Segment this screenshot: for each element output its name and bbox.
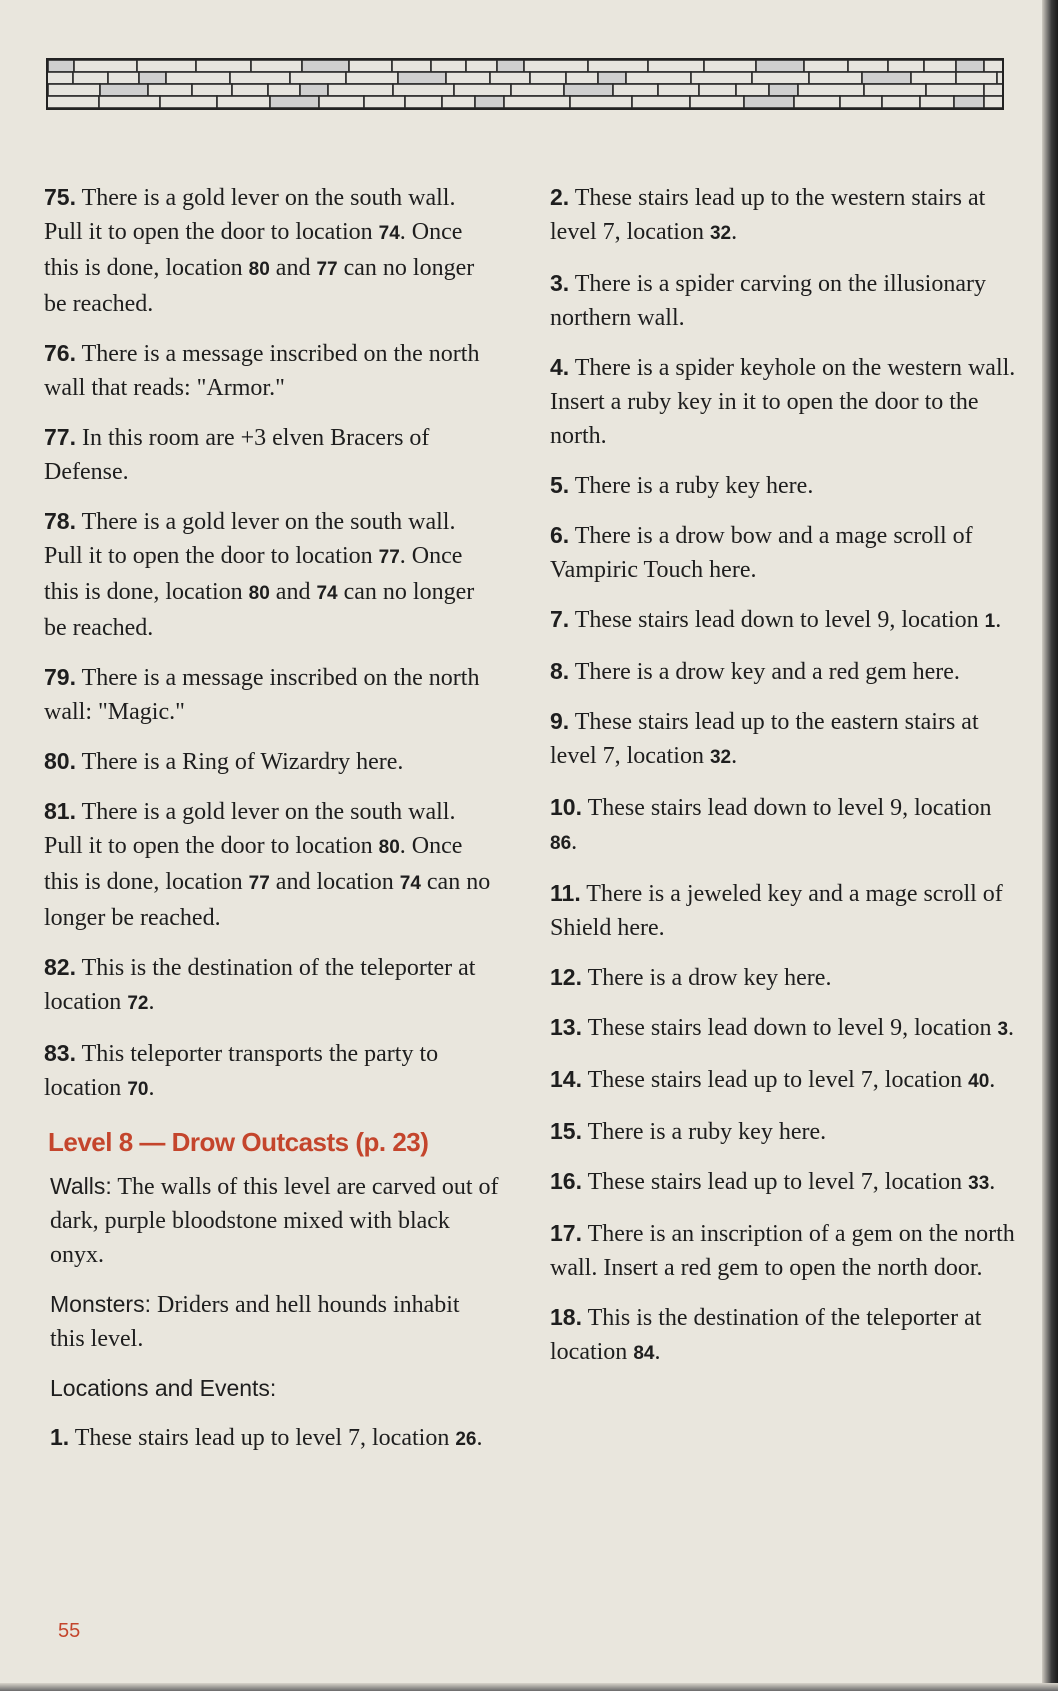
stone-brick (954, 96, 984, 108)
entry-number: 76. (44, 340, 76, 366)
entry-text: . (989, 1067, 996, 1093)
stone-brick (809, 72, 862, 84)
entry-text: . (148, 1075, 155, 1101)
entry-text: There is a gold lever on the south wall. Pull it to open the door to location (44, 185, 456, 245)
entry-text: . Once this is done, location (44, 219, 463, 281)
stone-brick (769, 84, 798, 96)
entry-number: 8. (550, 658, 570, 684)
stone-brick (392, 60, 431, 72)
location-reference: 32 (709, 747, 732, 768)
stone-brick (530, 72, 566, 84)
location-reference: 40 (968, 1071, 990, 1092)
entry-number: 80. (44, 748, 76, 774)
stone-brick (139, 72, 166, 84)
stone-brick (699, 84, 736, 96)
stone-brick (691, 72, 752, 84)
stone-brick (984, 96, 1002, 108)
stone-brick (346, 72, 398, 84)
location-reference: 77 (248, 873, 270, 894)
entry-text: can no longer be reached. (44, 255, 475, 317)
stone-brick (632, 96, 690, 108)
entry-text: . (1008, 1015, 1015, 1041)
location-entry (44, 794, 499, 935)
location-reference: 33 (968, 1173, 990, 1194)
stone-brick (794, 96, 840, 108)
entry-number: 77. (44, 424, 76, 450)
location-entry (44, 1036, 499, 1107)
stone-brick (393, 84, 454, 96)
stone-brick (490, 72, 530, 84)
stone-brick (405, 96, 442, 108)
stone-brick (564, 84, 613, 96)
location-entry (550, 266, 1020, 335)
entry-text: There is a drow key here. (587, 965, 832, 991)
stone-brick (475, 96, 504, 108)
entry-number: 7. (550, 606, 570, 632)
stone-brick (160, 96, 217, 108)
stone-brick (658, 84, 699, 96)
stone-brick (648, 60, 704, 72)
entry-text: These stairs lead up to the western stairs at level 7, location (550, 185, 986, 245)
stone-brick (736, 84, 769, 96)
entry-number: 2. (550, 184, 570, 210)
location-entry (550, 180, 1020, 251)
location-entry (550, 602, 1020, 639)
entry-number: 6. (550, 522, 570, 548)
stone-brick (997, 72, 1002, 84)
location-entry (550, 350, 1020, 453)
stone-brick (232, 84, 268, 96)
walls-paragraph (50, 1169, 499, 1272)
section-heading: Level 8 — Drow Outcasts (p. 23) (48, 1127, 429, 1157)
stone-brick (364, 96, 405, 108)
entry-text: . (989, 1169, 996, 1195)
entry-text: There is a ruby key here. (574, 473, 814, 499)
left-entry-list (44, 180, 499, 1107)
stone-brick (270, 96, 319, 108)
stone-brick (300, 84, 328, 96)
entry-number: 78. (44, 508, 76, 534)
location-entry (550, 876, 1020, 945)
entry-number: 9. (550, 708, 570, 734)
location-reference: 32 (709, 223, 732, 244)
stone-brick (840, 96, 882, 108)
page-bottom-edge (0, 1683, 1058, 1691)
stone-brick (268, 84, 300, 96)
location-entry (550, 1216, 1020, 1285)
location-reference: 74 (316, 583, 338, 604)
stone-brick (690, 96, 744, 108)
stone-brick (100, 84, 148, 96)
stone-brick (924, 60, 956, 72)
location-reference: 77 (316, 259, 338, 280)
entry-number: 1. (50, 1424, 70, 1450)
location-reference: 80 (248, 583, 270, 604)
location-reference: 84 (633, 1343, 655, 1364)
stone-brick (192, 84, 232, 96)
location-reference: 1 (984, 611, 996, 632)
entry-number: 75. (44, 184, 76, 210)
entry-text: This is the destination of the teleporter at location (44, 955, 476, 1015)
level-entry-list (50, 1420, 499, 1457)
location-entry (550, 960, 1020, 995)
entry-text: These stairs lead up to level 7, location (74, 1425, 456, 1451)
location-entry (550, 518, 1020, 587)
stone-brick (524, 60, 588, 72)
stone-brick (48, 60, 74, 72)
stone-brick (862, 72, 911, 84)
entry-text: There is a drow key and a red gem here. (574, 659, 960, 685)
stone-brick (956, 72, 997, 84)
entry-text: These stairs lead down to level 9, location (574, 607, 985, 633)
location-entry (44, 420, 499, 489)
entry-number: 12. (550, 964, 582, 990)
stone-brick (319, 96, 364, 108)
location-entry (550, 1300, 1020, 1371)
right-entry-list (550, 180, 1020, 1371)
stone-brick (99, 96, 160, 108)
entry-text: These stairs lead up to the eastern stairs at level 7, location (550, 709, 979, 769)
entry-number: 81. (44, 798, 76, 824)
entry-text: There is a jeweled key and a mage scroll of Shield here. (550, 881, 1003, 941)
entry-number: 10. (550, 794, 582, 820)
stone-brick (511, 84, 564, 96)
location-entry (550, 1164, 1020, 1201)
entry-text: These stairs lead up to level 7, location (587, 1169, 969, 1195)
stone-brick (798, 84, 864, 96)
location-entry (550, 704, 1020, 775)
entry-text: . (571, 829, 578, 855)
stone-brick (431, 60, 466, 72)
stone-brick (848, 60, 888, 72)
location-entry (550, 468, 1020, 503)
stone-brick (166, 72, 230, 84)
left-column (44, 180, 499, 1472)
location-entry (550, 1010, 1020, 1047)
stone-brick (888, 60, 924, 72)
page-edge-shadow (1042, 0, 1058, 1691)
entry-number: 17. (550, 1220, 582, 1246)
stone-brick (196, 60, 251, 72)
entry-text: and location (269, 869, 400, 895)
entry-number: 5. (550, 472, 570, 498)
stone-brick (454, 84, 511, 96)
location-entry (550, 1062, 1020, 1099)
entry-text: These stairs lead down to level 9, location (587, 795, 992, 821)
decorative-stone-border (46, 58, 1004, 110)
stone-brick (911, 72, 956, 84)
stone-brick (744, 96, 794, 108)
entry-number: 79. (44, 664, 76, 690)
stone-brick (598, 72, 626, 84)
stone-brick (137, 60, 196, 72)
stone-brick (251, 60, 302, 72)
stone-brick (626, 72, 691, 84)
location-entry (550, 654, 1020, 689)
location-entry (44, 180, 499, 321)
monsters-text: Driders and hell hounds inhabit this level. (50, 1292, 460, 1352)
location-entry (44, 950, 499, 1021)
stone-brick (497, 60, 524, 72)
location-entry (50, 1420, 499, 1457)
right-column (550, 180, 1020, 1386)
location-reference: 70 (127, 1079, 149, 1100)
monsters-label: Monsters: (50, 1291, 151, 1317)
stone-brick (48, 72, 73, 84)
entry-text: This teleporter transports the party to location (44, 1041, 439, 1101)
entry-text: There is a message inscribed on the north wall that reads: "Armor." (44, 341, 480, 401)
stone-brick (864, 84, 926, 96)
entry-text: There is a gold lever on the south wall. Pull it to open the door to location (44, 799, 456, 859)
stone-brick (984, 60, 1002, 72)
stone-brick (217, 96, 270, 108)
entry-text: These stairs lead up to level 7, location (587, 1067, 969, 1093)
entry-text: This is the destination of the teleporter at location (550, 1305, 982, 1365)
location-reference: 80 (248, 259, 270, 280)
entry-text: There is a spider keyhole on the western wall. Insert a ruby key in it to open the door to the north. (550, 355, 1016, 449)
location-entry (44, 744, 499, 779)
entry-text: There is an inscription of a gem on the north wall. Insert a red gem to open the north door. (550, 1221, 1015, 1281)
page-number: 55 (58, 1620, 81, 1642)
entry-text: . (731, 743, 738, 769)
entry-text: . Once this is done, location (44, 833, 463, 895)
walls-label: Walls: (50, 1173, 112, 1199)
entry-number: 3. (550, 270, 570, 296)
entry-text: There is a spider carving on the illusionary northern wall. (550, 271, 986, 331)
location-reference: 86 (550, 833, 572, 854)
stone-brick (442, 96, 475, 108)
stone-brick (328, 84, 393, 96)
stone-brick (73, 72, 108, 84)
entry-text: can no longer be reached. (44, 579, 475, 641)
stone-brick (446, 72, 490, 84)
stone-brick (756, 60, 804, 72)
location-entry (44, 504, 499, 645)
stone-brick (148, 84, 192, 96)
entry-text: There is a drow bow and a mage scroll of Vampiric Touch here. (550, 523, 973, 583)
stone-brick (230, 72, 290, 84)
entry-number: 11. (550, 880, 581, 906)
entry-text: There is a gold lever on the south wall. Pull it to open the door to location (44, 509, 456, 569)
entry-text: and (269, 255, 317, 281)
location-reference: 77 (378, 547, 400, 568)
location-entry (550, 790, 1020, 861)
entry-text: There is a message inscribed on the north wall: "Magic." (44, 665, 480, 725)
stone-brick (570, 96, 632, 108)
stone-brick (74, 60, 137, 72)
entry-number: 13. (550, 1014, 582, 1040)
entry-number: 4. (550, 354, 570, 380)
stone-brick (108, 72, 139, 84)
stone-brick (290, 72, 346, 84)
location-entry (44, 336, 499, 405)
entry-text: can no longer be reached. (44, 869, 491, 931)
stone-brick (613, 84, 658, 96)
entry-text: . (731, 219, 738, 245)
stone-brick (302, 60, 349, 72)
stone-brick (804, 60, 848, 72)
stone-brick (956, 60, 984, 72)
stone-brick (48, 84, 100, 96)
entry-text: . (654, 1339, 661, 1365)
stone-brick (704, 60, 756, 72)
stone-brick (926, 84, 984, 96)
stone-brick (349, 60, 392, 72)
monsters-paragraph (50, 1287, 499, 1356)
location-entry (44, 660, 499, 729)
entry-number: 15. (550, 1118, 582, 1144)
entry-text: and (269, 579, 317, 605)
stone-brick (398, 72, 446, 84)
stone-brick (504, 96, 570, 108)
location-reference: 26 (455, 1429, 477, 1450)
entry-text: . (476, 1425, 483, 1451)
location-entry (550, 1114, 1020, 1149)
stone-brick (466, 60, 497, 72)
stone-brick (752, 72, 809, 84)
entry-text: These stairs lead down to level 9, location (587, 1015, 998, 1041)
walls-text: The walls of this level are carved out of dark, purple bloodstone mixed with black onyx. (50, 1174, 499, 1268)
entry-text: There is a Ring of Wizardry here. (81, 749, 404, 775)
entry-number: 83. (44, 1040, 76, 1066)
location-reference: 80 (378, 837, 400, 858)
entry-text: . (148, 989, 155, 1015)
entry-text: . (995, 607, 1002, 633)
stone-brick (920, 96, 954, 108)
locations-heading: Locations and Events: (50, 1375, 277, 1401)
entry-number: 82. (44, 954, 76, 980)
stone-brick (588, 60, 648, 72)
stone-brick (566, 72, 598, 84)
entry-number: 16. (550, 1168, 582, 1194)
stone-brick (984, 84, 1002, 96)
entry-text: There is a ruby key here. (587, 1119, 827, 1145)
entry-text: In this room are +3 elven Bracers of Defense. (44, 425, 430, 485)
location-reference: 72 (127, 993, 149, 1014)
stone-brick (48, 96, 99, 108)
location-reference: 3 (997, 1019, 1009, 1040)
entry-number: 14. (550, 1066, 582, 1092)
location-reference: 74 (378, 223, 400, 244)
stone-brick (882, 96, 920, 108)
entry-number: 18. (550, 1304, 582, 1330)
location-reference: 74 (399, 873, 421, 894)
entry-text: . Once this is done, location (44, 543, 463, 605)
